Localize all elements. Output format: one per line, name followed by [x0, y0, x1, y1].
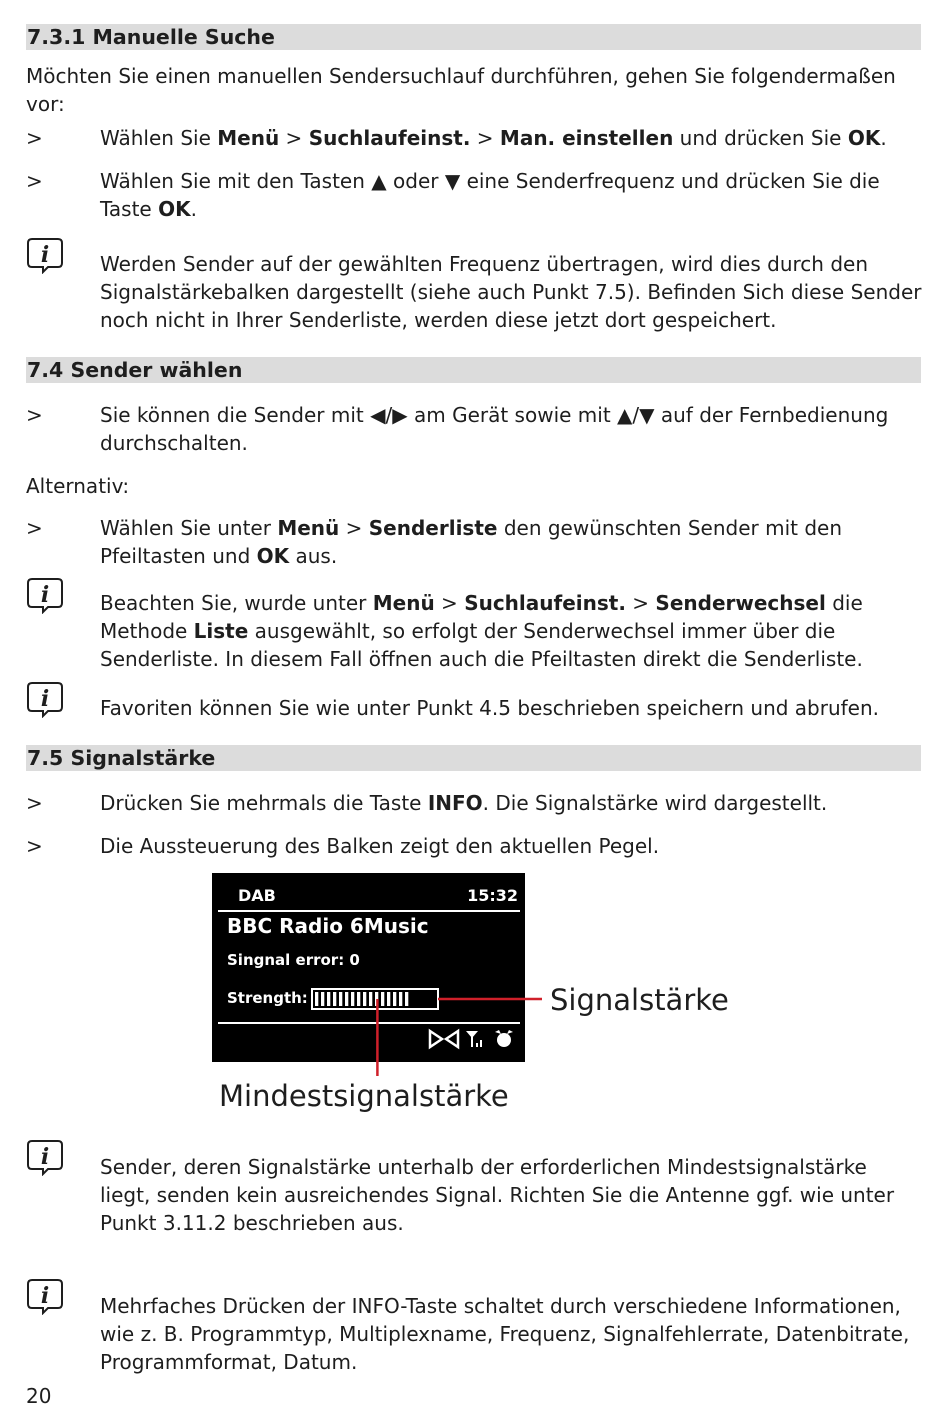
step-marker: > [26, 169, 43, 193]
step-text: Drücken Sie mehrmals die Taste INFO. Die Signalstärke wird dargestellt. [100, 791, 828, 815]
strength-bar-segment [357, 992, 360, 1006]
svg-text:i: i [40, 582, 50, 608]
svg-text:i: i [40, 686, 50, 712]
step-text: Wählen Sie Menü > Suchlaufeinst. > Man. einstellen und drücken Sie OK. [100, 126, 887, 150]
step-text: Wählen Sie unter Menü > Senderliste den gewünschten Sender mit den Pfeiltasten und OK aus. [100, 516, 843, 568]
strength-bar-segment [345, 992, 348, 1006]
strength-bar-segment [333, 992, 336, 1006]
section-heading-7-5: 7.5 Signalstärke [26, 745, 921, 771]
step-text: Wählen Sie mit den Tasten ▲ oder ▼ eine Senderfrequenz und drücken Sie die Taste OK. [100, 169, 880, 221]
step-marker: > [26, 516, 43, 540]
note-text: Beachten Sie, wurde unter Menü > Suchlaufeinst. > Senderwechsel die Methode Liste ausgewählt, so erfolgt der Senderwechsel immer über die Senderliste. In diesem Fall öffnen auch die Pfeiltasten direkt die Senderliste. [100, 591, 863, 671]
step-text: Sie können die Sender mit ◀/▶ am Gerät sowie mit ▲/▼ auf der Fernbedienung durchschalten. [100, 403, 889, 455]
strength-bar-segment [327, 992, 330, 1006]
svg-text:i: i [40, 1144, 50, 1170]
strength-bar-segment [387, 992, 390, 1006]
display-mode: DAB [238, 886, 276, 905]
svg-text:i: i [40, 1283, 50, 1309]
display-time: 15:32 [467, 886, 518, 905]
info-icon [26, 1277, 64, 1315]
alternative-label: Alternativ: [26, 474, 130, 498]
step-marker: > [26, 834, 43, 858]
strength-bar-segment [339, 992, 342, 1006]
page-number: 20 [26, 1384, 52, 1408]
svg-text:i: i [40, 242, 50, 268]
strength-bar-segment [315, 992, 318, 1006]
display-error-line: Singnal error: 0 [227, 951, 360, 969]
strength-bar-segment [321, 992, 324, 1006]
strength-bar-segment [381, 992, 384, 1006]
note-text: Sender, deren Signalstärke unterhalb der erforderlichen Mindestsignalstärke liegt, senden kein ausreichendes Signal. Richten Sie die Antenne ggf. wie unter Punkt 3.11.2 beschrieben aus. [100, 1155, 895, 1235]
strength-bar-segment [399, 992, 402, 1006]
info-icon [26, 1138, 64, 1176]
strength-callout-label: Signalstärke [550, 983, 729, 1017]
info-icon [26, 680, 64, 718]
note-text: Favoriten können Sie wie unter Punkt 4.5 beschrieben speichern und abrufen. [100, 696, 880, 720]
strength-bar-segment [363, 992, 366, 1006]
step-marker: > [26, 791, 43, 815]
strength-bar-segment [405, 992, 408, 1006]
note-text: Werden Sender auf der gewählten Frequenz übertragen, wird dies durch den Signalstärkebalken dargestellt (siehe auch Punkt 7.5). Befinden Sich diese Sender noch nicht in Ihrer Senderliste, werden diese jetzt dort gespeichert. [100, 252, 922, 332]
display-strength-label: Strength: [227, 989, 308, 1007]
section-heading-7-3-1: 7.3.1 Manuelle Suche [26, 24, 921, 50]
step-marker: > [26, 126, 43, 150]
display-station: BBC Radio 6Music [227, 914, 429, 938]
intro-paragraph: Möchten Sie einen manuellen Sendersuchlauf durchführen, gehen Sie folgendermaßen vor: [26, 64, 896, 116]
info-icon [26, 576, 64, 614]
step-text: Die Aussteuerung des Balken zeigt den aktuellen Pegel. [100, 834, 660, 858]
section-heading-7-4: 7.4 Sender wählen [26, 357, 921, 383]
info-icon [26, 236, 64, 274]
step-marker: > [26, 403, 43, 427]
strength-bar-segment [351, 992, 354, 1006]
strength-bar [312, 989, 438, 1009]
note-text: Mehrfaches Drücken der INFO-Taste schaltet durch verschiedene Informationen, wie z. B. Programmtyp, Multiplexname, Frequenz, Signalfehlerrate, Datenbitrate, Programmformat, Datum. [100, 1294, 910, 1374]
strength-bar-segment [393, 992, 396, 1006]
min-strength-callout-label: Mindestsignalstärke [219, 1079, 509, 1113]
radio-display-figure [180, 868, 760, 1118]
strength-bar-segment [369, 992, 372, 1006]
